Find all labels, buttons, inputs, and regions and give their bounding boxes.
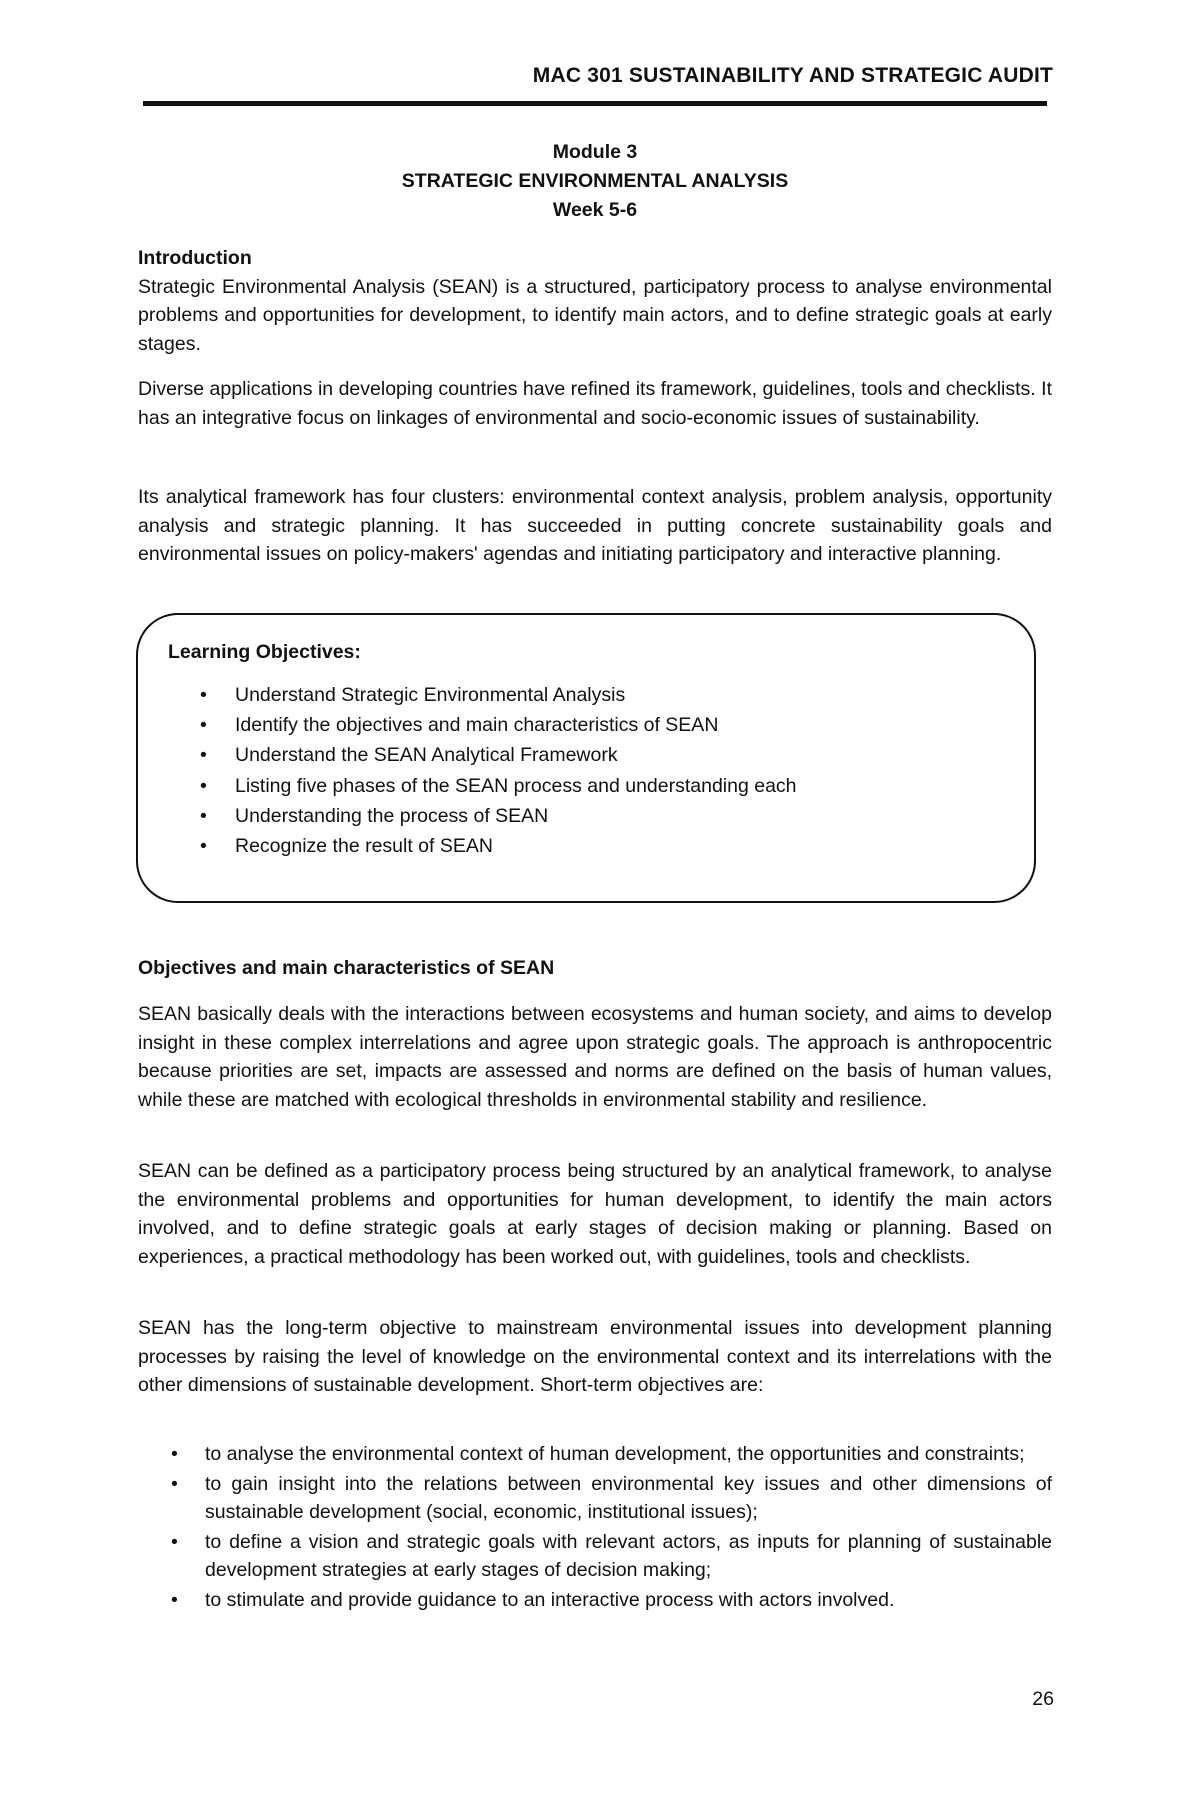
list-item	[190, 710, 797, 740]
introduction-paragraph: Strategic Environmental Analysis (SEAN) is a structured, participatory process to analyse environmental problems and opportunities for development, to identify main actors, and to define strategic goals at early stages.	[138, 275, 1052, 355]
objectives-paragraph: SEAN can be defined as a participatory process being structured by an analytical framework, to analyse the environmental problems and opportunities for human development, to identify the main actors involved, and to define strategic goals at early stages of decision making or planning. Based on experiences, a practical methodology has been worked out, with guidelines, tools and checklists.	[138, 1160, 1052, 1268]
objectives-paragraph-block-1	[138, 1000, 1052, 1114]
learning-objectives-heading: Learning Objectives:	[168, 641, 361, 663]
bullet-icon: •	[171, 1588, 178, 1611]
bullet-icon: •	[171, 1530, 178, 1553]
bullet-icon: •	[200, 774, 207, 797]
list-item-text: to stimulate and provide guidance to an interactive process with actors involved.	[205, 1588, 895, 1611]
short-term-objectives-list	[138, 1440, 1052, 1614]
bullet-icon: •	[171, 1443, 178, 1465]
course-header-title: MAC 301 SUSTAINABILITY AND STRATEGIC AUDIT	[532, 64, 1053, 87]
list-item-text: to gain insight into the relations between environmental key issues and other dimensions of sustainable development (social, economic, institutional issues);	[205, 1472, 1052, 1523]
bullet-icon: •	[171, 1472, 178, 1495]
learning-objectives-list	[190, 680, 797, 861]
list-item	[190, 831, 797, 861]
bullet-icon: •	[200, 744, 207, 767]
list-item-text: to define a vision and strategic goals with relevant actors, as inputs for planning of sustainable development strategies at early stages of decision making;	[205, 1530, 1052, 1581]
list-item	[138, 1470, 1052, 1527]
introduction-paragraph: Its analytical framework has four clusters: environmental context analysis, problem analysis, opportunity analysis and strategic planning. It has succeeded in putting concrete sustainability goals and environmental issues on policy-makers' agendas and initiating participatory and interactive planning.	[138, 486, 1052, 565]
list-item	[190, 771, 797, 801]
list-item-text: Recognize the result of SEAN	[235, 835, 493, 858]
list-item	[138, 1528, 1052, 1585]
list-item	[190, 740, 797, 770]
objectives-paragraph-block-3	[138, 1314, 1052, 1400]
objectives-paragraph: SEAN has the long-term objective to mainstream environmental issues into development planning processes by raising the level of knowledge on the environmental context and its interrelations with the other dimensions of sustainable development. Short-term objectives are:	[138, 1317, 1052, 1396]
list-item-text: Understand the SEAN Analytical Framework	[235, 744, 618, 767]
list-item-text: to analyse the environmental context of human development, the opportunities and constraints;	[205, 1443, 1025, 1465]
objectives-paragraph-block-2	[138, 1157, 1052, 1271]
list-item-text: Understand Strategic Environmental Analysis	[235, 684, 626, 706]
introduction-section	[138, 244, 1052, 358]
introduction-section-3	[138, 483, 1052, 569]
page-number: 26	[1032, 1688, 1054, 1710]
objectives-heading-block	[138, 954, 1052, 983]
bullet-icon: •	[200, 684, 207, 706]
list-item	[190, 680, 797, 710]
introduction-section-2	[138, 375, 1052, 432]
list-item-text: Listing five phases of the SEAN process and understanding each	[235, 774, 797, 797]
bullet-icon: •	[200, 714, 207, 737]
module-week: Week 5-6	[552, 199, 638, 221]
list-item-text: Identify the objectives and main characteristics of SEAN	[235, 714, 719, 737]
list-item	[190, 801, 797, 831]
short-term-objectives-block	[138, 1440, 1052, 1615]
module-title-block	[138, 138, 1052, 225]
module-title: STRATEGIC ENVIRONMENTAL ANALYSIS	[401, 170, 789, 192]
list-item-text: Understanding the process of SEAN	[235, 804, 549, 827]
bullet-icon: •	[200, 804, 207, 827]
introduction-heading: Introduction	[138, 247, 252, 269]
module-number: Module 3	[552, 141, 638, 163]
introduction-paragraph: Diverse applications in developing countries have refined its framework, guidelines, tools and checklists. It has an integrative focus on linkages of environmental and socio-economic issues of sustainability.	[138, 378, 1052, 429]
objectives-paragraph: SEAN basically deals with the interactions between ecosystems and human society, and aims to develop insight in these complex interrelations and agree upon strategic goals. The approach is anthropocentric because priorities are set, impacts are assessed and norms are defined on the basis of human values, while these are matched with ecological thresholds in environmental stability and resilience.	[138, 1003, 1052, 1111]
objectives-section-heading: Objectives and main characteristics of SEAN	[138, 957, 555, 979]
list-item	[138, 1440, 1052, 1469]
header-rule	[143, 101, 1047, 106]
list-item	[138, 1586, 1052, 1615]
bullet-icon: •	[200, 835, 207, 858]
